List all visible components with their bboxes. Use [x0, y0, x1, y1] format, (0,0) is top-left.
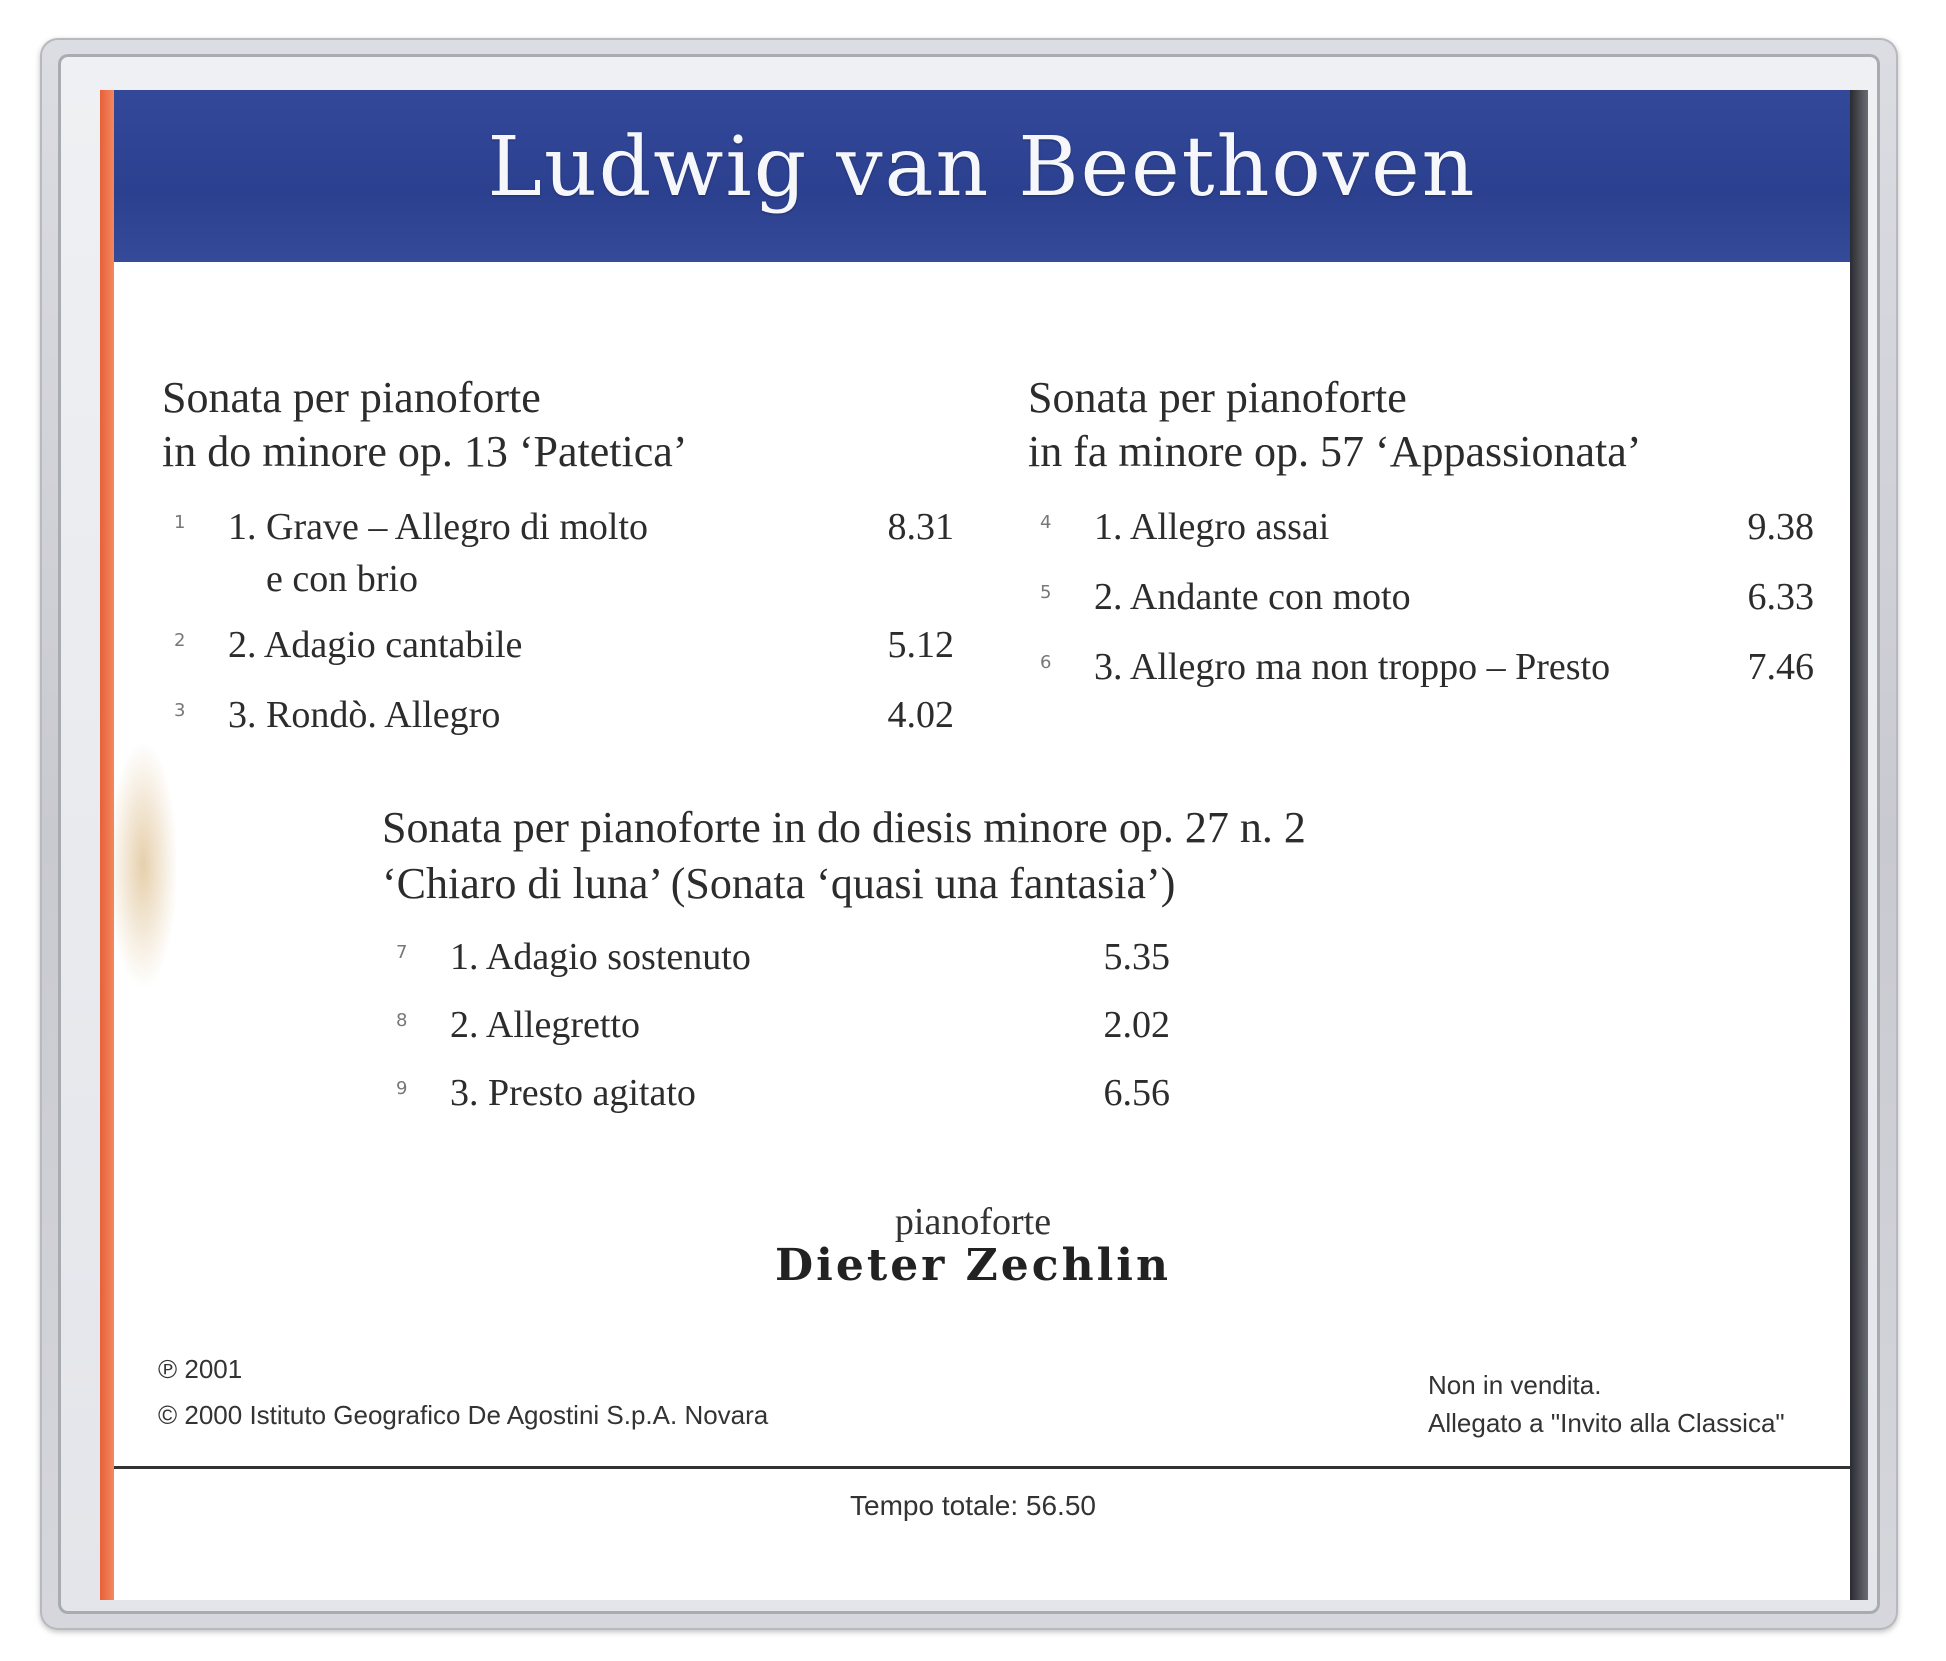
track-row — [1040, 572, 1814, 622]
composer-name: Ludwig van Beethoven — [487, 120, 1477, 215]
total-time: Tempo totale: 56.50 — [850, 1490, 1096, 1521]
track-title: 3. Rondò. Allegro — [228, 694, 501, 736]
track-duration: 7.46 — [1747, 646, 1814, 688]
track-row — [1040, 642, 1814, 692]
track-row — [1040, 502, 1814, 552]
track-duration: 9.38 — [1747, 506, 1814, 548]
track-row — [174, 502, 954, 602]
title-banner — [114, 90, 1850, 262]
track-duration: 2.02 — [1103, 1004, 1170, 1046]
track-number: 8 — [396, 1010, 408, 1031]
sonata-2-title-line2: in fa minore op. 57 ‘Appassionata’ — [1028, 427, 1642, 476]
track-duration: 8.31 — [887, 506, 954, 548]
sonata-1-title-line2: in do minore op. 13 ‘Patetica’ — [162, 427, 688, 476]
track-number: 4 — [1040, 512, 1052, 533]
track-number: 9 — [396, 1078, 408, 1099]
track-title: 1. Grave – Allegro di molto — [228, 506, 649, 548]
track-title: 1. Allegro assai — [1094, 506, 1330, 548]
track-title: 1. Adagio sostenuto — [450, 936, 751, 978]
track-title: 2. Allegretto — [450, 1004, 640, 1046]
track-number: 6 — [1040, 652, 1052, 673]
track-title: 2. Andante con moto — [1094, 576, 1411, 618]
track-row — [396, 1068, 1170, 1118]
not-for-sale-notice: Non in vendita. — [1428, 1370, 1602, 1400]
sonata-2-title-line1: Sonata per pianoforte — [1028, 373, 1407, 422]
track-title: 3. Allegro ma non troppo – Presto — [1094, 646, 1611, 688]
stain-mark — [108, 740, 178, 990]
track-duration: 5.12 — [887, 624, 954, 666]
track-duration: 6.33 — [1747, 576, 1814, 618]
track-row — [396, 932, 1170, 982]
track-number: 3 — [174, 700, 186, 721]
track-duration: 6.56 — [1103, 1072, 1170, 1114]
attached-notice: Allegato a "Invito alla Classica" — [1428, 1408, 1785, 1438]
track-number: 7 — [396, 942, 408, 963]
track-duration: 4.02 — [887, 694, 954, 736]
case-hinge-rail — [1850, 90, 1868, 1600]
divider — [114, 1466, 1850, 1469]
sonata-1-title-line1: Sonata per pianoforte — [162, 373, 541, 422]
phonogram-notice: ℗ 2001 — [158, 1354, 243, 1384]
track-number: 1 — [174, 512, 186, 533]
track-row — [174, 690, 954, 740]
track-title-continued: e con brio — [266, 558, 418, 600]
track-number: 2 — [174, 630, 186, 651]
performer-name: Dieter Zechlin — [775, 1240, 1171, 1291]
track-row — [174, 620, 954, 670]
track-row — [396, 1000, 1170, 1050]
sonata-3-title-line2: ‘Chiaro di luna’ (Sonata ‘quasi una fantasia’) — [382, 859, 1176, 908]
copyright-notice: © 2000 Istituto Geografico De Agostini S.p.A. Novara — [158, 1400, 769, 1430]
sonata-3-title-line1: Sonata per pianoforte in do diesis minore op. 27 n. 2 — [382, 803, 1306, 852]
track-number: 5 — [1040, 582, 1052, 603]
instrument-label: pianoforte — [894, 1201, 1052, 1243]
track-title: 3. Presto agitato — [450, 1072, 696, 1114]
track-title: 2. Adagio cantabile — [228, 624, 523, 666]
track-duration: 5.35 — [1103, 936, 1170, 978]
